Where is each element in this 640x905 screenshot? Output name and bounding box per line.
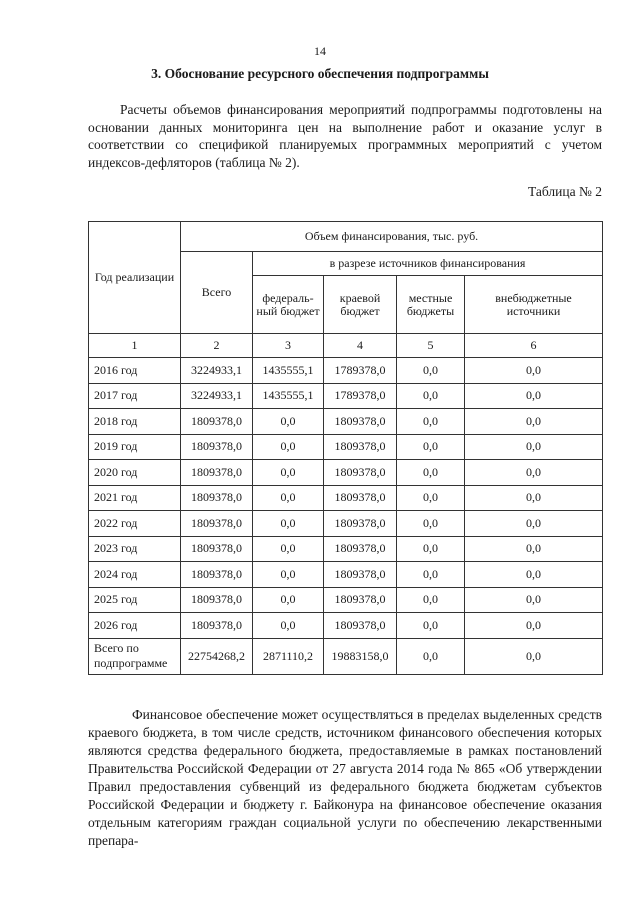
value-cell: 0,0 <box>253 587 324 613</box>
header-local: местные бюджеты <box>397 276 465 334</box>
value-cell: 1809378,0 <box>181 460 253 486</box>
value-cell: 1809378,0 <box>324 536 397 562</box>
table-row <box>89 536 603 562</box>
value-cell: 1809378,0 <box>324 409 397 435</box>
page-number: 14 <box>314 44 326 58</box>
column-number: 6 <box>465 334 603 358</box>
header-year: Год реализации <box>89 222 181 334</box>
header-by-source: в разрезе источников финансирования <box>253 252 603 276</box>
table-row <box>89 409 603 435</box>
table-row <box>89 485 603 511</box>
financing-table <box>88 221 603 675</box>
value-cell: 0,0 <box>397 434 465 460</box>
column-number-row <box>89 334 603 358</box>
year-cell: 2024 год <box>89 562 181 588</box>
value-cell: 0,0 <box>397 536 465 562</box>
table-caption: Таблица № 2 <box>528 184 602 199</box>
section-heading: 3. Обоснование ресурсного обеспечения подпрограммы <box>151 66 489 81</box>
header-volume: Объем финансирования, тыс. руб. <box>181 222 603 252</box>
table-row <box>89 511 603 537</box>
value-cell: 0,0 <box>253 536 324 562</box>
value-cell: 1809378,0 <box>324 613 397 639</box>
value-cell: 1809378,0 <box>181 409 253 435</box>
year-cell: 2023 год <box>89 536 181 562</box>
value-cell: 1809378,0 <box>181 562 253 588</box>
value-cell: 0,0 <box>253 613 324 639</box>
value-cell: 3224933,1 <box>181 383 253 409</box>
value-cell: 1789378,0 <box>324 383 397 409</box>
value-cell: 0,0 <box>465 383 603 409</box>
table-row <box>89 613 603 639</box>
value-cell: 0,0 <box>253 409 324 435</box>
value-cell: 0,0 <box>397 485 465 511</box>
value-cell: 0,0 <box>397 358 465 384</box>
value-cell: 0,0 <box>397 409 465 435</box>
year-cell: 2016 год <box>89 358 181 384</box>
value-cell: 0,0 <box>465 587 603 613</box>
value-cell: 1435555,1 <box>253 383 324 409</box>
column-number: 5 <box>397 334 465 358</box>
value-cell: 1809378,0 <box>181 511 253 537</box>
header-total: Всего <box>181 252 253 334</box>
table-row <box>89 434 603 460</box>
table-row <box>89 383 603 409</box>
year-cell: 2018 год <box>89 409 181 435</box>
header-extra: внебюджетные источники <box>465 276 603 334</box>
table-row <box>89 587 603 613</box>
value-cell: 1809378,0 <box>324 485 397 511</box>
value-cell: 1809378,0 <box>181 485 253 511</box>
year-cell: 2022 год <box>89 511 181 537</box>
value-cell: 0,0 <box>465 485 603 511</box>
value-cell: 0,0 <box>465 511 603 537</box>
year-cell: 2020 год <box>89 460 181 486</box>
value-cell: 0,0 <box>397 562 465 588</box>
value-cell: 0,0 <box>253 562 324 588</box>
value-cell: 0,0 <box>253 460 324 486</box>
value-cell: 0,0 <box>465 460 603 486</box>
value-cell: 2871110,2 <box>253 638 324 674</box>
column-number: 3 <box>253 334 324 358</box>
value-cell: 0,0 <box>465 409 603 435</box>
value-cell: 0,0 <box>465 562 603 588</box>
value-cell: 0,0 <box>397 460 465 486</box>
header-regional: краевой бюджет <box>324 276 397 334</box>
value-cell: 0,0 <box>253 511 324 537</box>
value-cell: 1789378,0 <box>324 358 397 384</box>
header-federal: федераль-ный бюджет <box>253 276 324 334</box>
value-cell: 0,0 <box>465 613 603 639</box>
year-cell: 2019 год <box>89 434 181 460</box>
table-total-row <box>89 638 603 674</box>
value-cell: 0,0 <box>253 485 324 511</box>
value-cell: 0,0 <box>397 511 465 537</box>
table-row <box>89 562 603 588</box>
value-cell: 0,0 <box>465 638 603 674</box>
value-cell: 1809378,0 <box>324 434 397 460</box>
value-cell: 0,0 <box>397 587 465 613</box>
value-cell: 3224933,1 <box>181 358 253 384</box>
column-number: 4 <box>324 334 397 358</box>
value-cell: 1809378,0 <box>181 434 253 460</box>
value-cell: 1809378,0 <box>324 511 397 537</box>
value-cell: 0,0 <box>397 613 465 639</box>
year-cell: 2021 год <box>89 485 181 511</box>
value-cell: 1809378,0 <box>181 613 253 639</box>
value-cell: 0,0 <box>253 434 324 460</box>
intro-paragraph: Расчеты объемов финансирования мероприятий подпрограммы подготовлены на основании данных мониторинга цен на выполнение работ и оказание услуг в соответствии со спецификой планируемых программных мероприятий с учетом индексов-дефляторов (таблица № 2). <box>88 102 602 170</box>
value-cell: 22754268,2 <box>181 638 253 674</box>
column-number: 1 <box>89 334 181 358</box>
financing-paragraph: Финансовое обеспечение может осуществляться в пределах выделенных средств краевого бюджета, в том числе средств, источником финансового обеспечения которых являются средства федерального бюджета, предоставляемые в рамках постановлений Правительства Российской Федерации от 27 августа 2014 года № 865 «Об утверждении Правил предоставления субвенций из федерального бюджета бюджетам субъектов Российской Федерации и бюджету г. Байконура на финансовое обеспечение оказания отдельным категориям граждан социальной услуги по обеспечению лекарственными препара- <box>88 707 602 848</box>
value-cell: 0,0 <box>397 638 465 674</box>
column-number: 2 <box>181 334 253 358</box>
value-cell: 1809378,0 <box>181 536 253 562</box>
year-cell: 2017 год <box>89 383 181 409</box>
value-cell: 1809378,0 <box>324 587 397 613</box>
year-cell: Всего по подпрограмме <box>89 638 181 674</box>
value-cell: 0,0 <box>465 358 603 384</box>
value-cell: 0,0 <box>465 536 603 562</box>
table-row <box>89 358 603 384</box>
year-cell: 2025 год <box>89 587 181 613</box>
value-cell: 1809378,0 <box>181 587 253 613</box>
value-cell: 0,0 <box>397 383 465 409</box>
value-cell: 19883158,0 <box>324 638 397 674</box>
value-cell: 0,0 <box>465 434 603 460</box>
table-row <box>89 460 603 486</box>
value-cell: 1435555,1 <box>253 358 324 384</box>
value-cell: 1809378,0 <box>324 562 397 588</box>
value-cell: 1809378,0 <box>324 460 397 486</box>
year-cell: 2026 год <box>89 613 181 639</box>
